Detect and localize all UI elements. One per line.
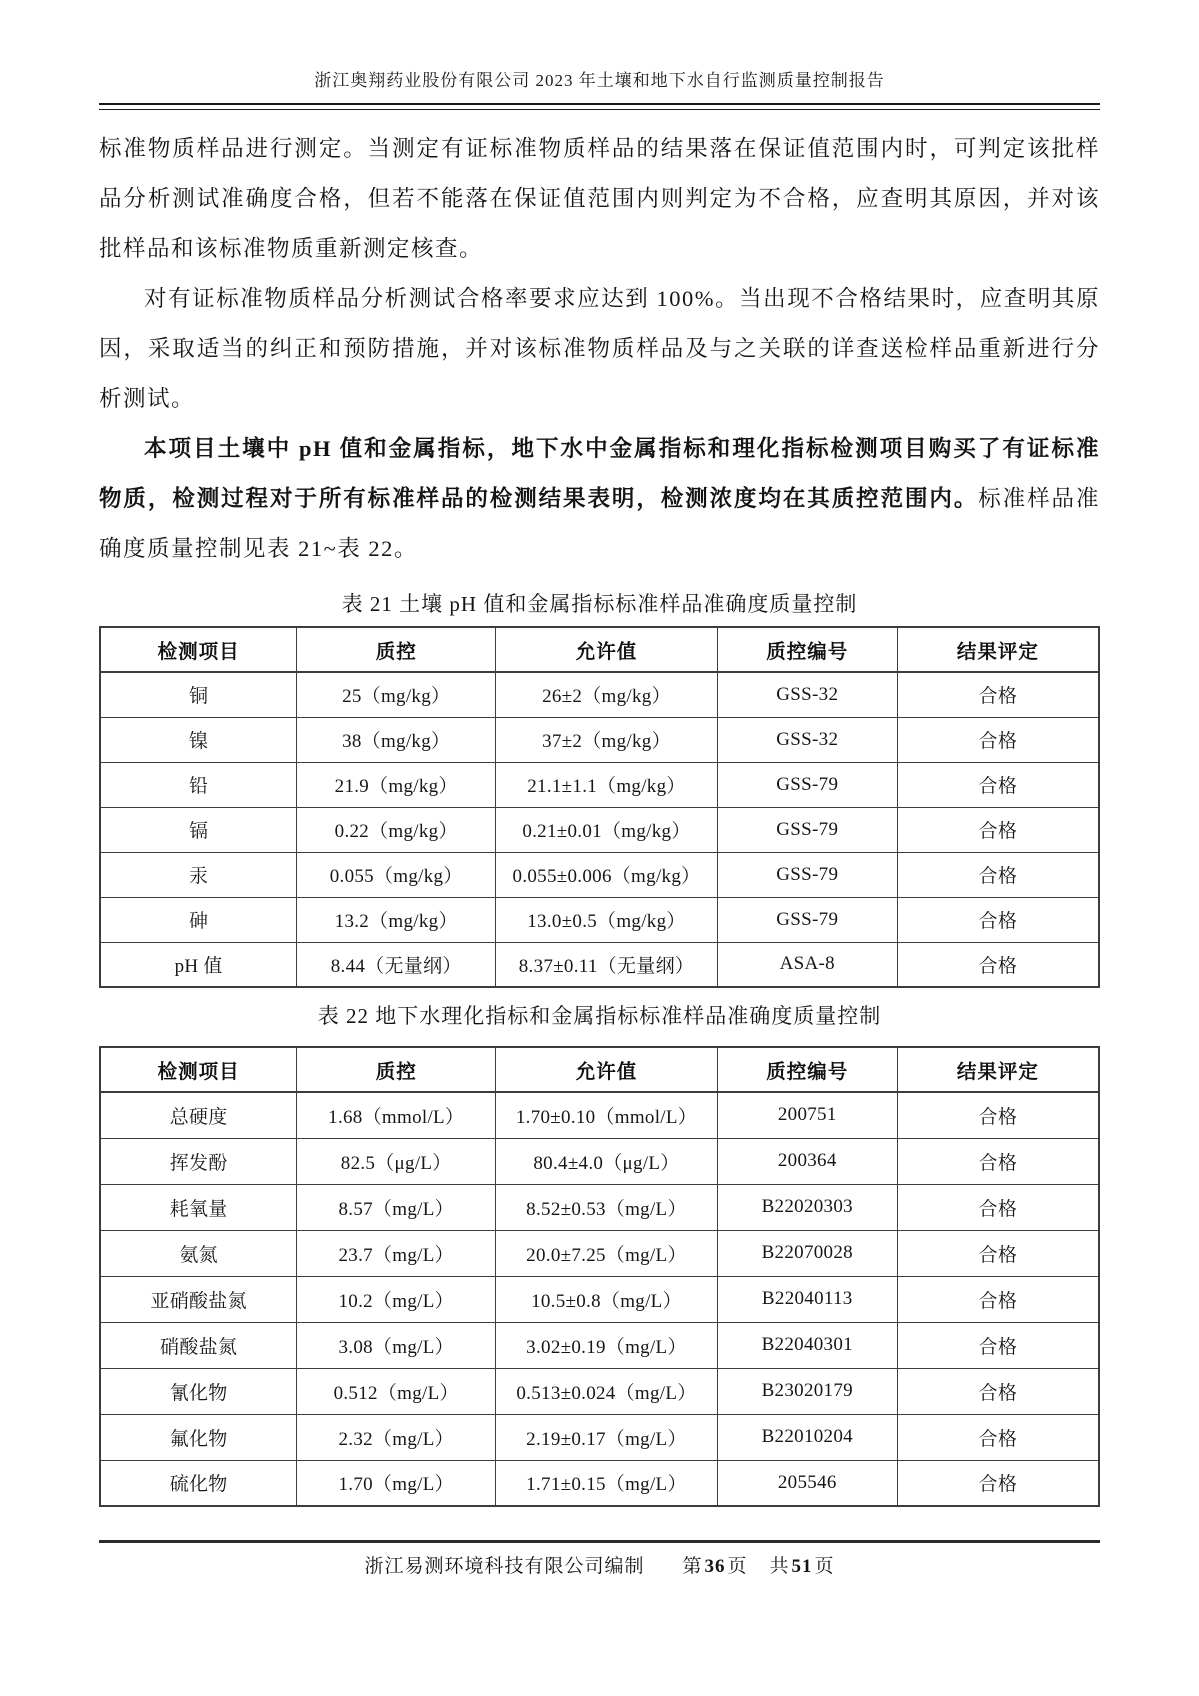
table-cell: 8.52±0.53（mg/L） — [496, 1184, 718, 1230]
table-cell: 0.513±0.024（mg/L） — [496, 1368, 718, 1414]
table-cell: GSS-79 — [717, 762, 897, 807]
table22-caption: 表 22 地下水理化指标和金属指标标准样品准确度质量控制 — [317, 1004, 882, 1028]
table-cell: 2.19±0.17（mg/L） — [496, 1414, 718, 1460]
table21-header-row — [100, 627, 1099, 672]
footer-page-prefix: 第 — [682, 1556, 703, 1577]
table-cell: 20.0±7.25（mg/L） — [496, 1230, 718, 1276]
table-header-cell: 质控编号 — [717, 627, 897, 672]
paragraph-bold-segment: 本项目土壤中 pH 值和金属指标，地下水中金属指标和理化指标检测项目购买了有证标准物质，检测过程对于所有标准样品的检测结果表明，检测浓度均在其质控范围内。 — [99, 436, 1100, 511]
table-cell: 80.4±4.0（μg/L） — [496, 1138, 718, 1184]
table-row — [100, 1230, 1099, 1276]
table-cell: GSS-32 — [717, 717, 897, 762]
table-cell: 合格 — [897, 762, 1099, 807]
table-cell: 21.1±1.1（mg/kg） — [496, 762, 718, 807]
table-cell: 汞 — [100, 852, 297, 897]
table-cell: 21.9（mg/kg） — [297, 762, 496, 807]
table-cell: 合格 — [897, 1368, 1099, 1414]
table-header-cell: 质控 — [297, 1047, 496, 1092]
table-header-cell: 检测项目 — [100, 1047, 297, 1092]
table-cell: 耗氧量 — [100, 1184, 297, 1230]
table-row — [100, 897, 1099, 942]
table-cell: 镉 — [100, 807, 297, 852]
table-cell: 铜 — [100, 672, 297, 717]
table-cell: 合格 — [897, 807, 1099, 852]
table-cell: 合格 — [897, 897, 1099, 942]
page-header — [99, 68, 1100, 110]
table-cell: 合格 — [897, 1092, 1099, 1138]
table-cell: 205546 — [717, 1460, 897, 1506]
table-cell: B22040301 — [717, 1322, 897, 1368]
table-cell: 10.2（mg/L） — [297, 1276, 496, 1322]
footer-total-prefix: 共 — [769, 1556, 790, 1577]
table-header-cell: 质控 — [297, 627, 496, 672]
table-header-cell: 检测项目 — [100, 627, 297, 672]
table-row — [100, 1276, 1099, 1322]
footer-page-number — [682, 1551, 747, 1578]
table-cell: 8.44（无量纲） — [297, 942, 496, 987]
table-cell: 37±2（mg/kg） — [496, 717, 718, 762]
table21-body — [100, 672, 1099, 987]
header-divider — [99, 103, 1100, 110]
table-cell: 合格 — [897, 672, 1099, 717]
page-header-title: 浙江奥翔药业股份有限公司 2023 年土壤和地下水自行监测质量控制报告 — [314, 71, 885, 90]
table-cell: 1.68（mmol/L） — [297, 1092, 496, 1138]
table-row — [100, 1414, 1099, 1460]
table-cell: 200751 — [717, 1092, 897, 1138]
paragraph-continuation: 标准物质样品进行测定。当测定有证标准物质样品的结果落在保证值范围内时，可判定该批样品分析测试准确度合格，但若不能落在保证值范围内则判定为不合格，应查明其原因，并对该批样品和该标准物质重新测定核查。 — [99, 136, 1100, 261]
table-cell: B22010204 — [717, 1414, 897, 1460]
page-footer — [99, 1540, 1100, 1578]
table-cell: B22040113 — [717, 1276, 897, 1322]
table-cell: 合格 — [897, 852, 1099, 897]
table-cell: 3.08（mg/L） — [297, 1322, 496, 1368]
table-cell: 氰化物 — [100, 1368, 297, 1414]
table-cell: B23020179 — [717, 1368, 897, 1414]
footer-text — [99, 1551, 1100, 1578]
table-row — [100, 762, 1099, 807]
table-row — [100, 807, 1099, 852]
table-row — [100, 1460, 1099, 1506]
table-cell: GSS-79 — [717, 852, 897, 897]
table-cell: 亚硝酸盐氮 — [100, 1276, 297, 1322]
table21-caption: 表 21 土壤 pH 值和金属指标标准样品准确度质量控制 — [341, 592, 858, 616]
table-cell: B22070028 — [717, 1230, 897, 1276]
table-cell: 合格 — [897, 1414, 1099, 1460]
table-cell: 硫化物 — [100, 1460, 297, 1506]
table-row — [100, 1138, 1099, 1184]
table-cell: 0.21±0.01（mg/kg） — [496, 807, 718, 852]
table-cell: 合格 — [897, 1276, 1099, 1322]
table-row — [100, 717, 1099, 762]
table-cell: 氨氮 — [100, 1230, 297, 1276]
table-header-cell: 允许值 — [496, 627, 718, 672]
table22-header-row — [100, 1047, 1099, 1092]
table-cell: 8.57（mg/L） — [297, 1184, 496, 1230]
table-row — [100, 672, 1099, 717]
table-row — [100, 1184, 1099, 1230]
table-cell: 0.22（mg/kg） — [297, 807, 496, 852]
table-cell: 硝酸盐氮 — [100, 1322, 297, 1368]
table-cell: 13.0±0.5（mg/kg） — [496, 897, 718, 942]
table-cell: 0.055（mg/kg） — [297, 852, 496, 897]
footer-company: 浙江易测环境科技有限公司编制 — [364, 1556, 645, 1577]
table-cell: 挥发酚 — [100, 1138, 297, 1184]
table-row — [100, 942, 1099, 987]
table-cell: 合格 — [897, 942, 1099, 987]
table-cell: 2.32（mg/L） — [297, 1414, 496, 1460]
footer-page-suffix: 页 — [727, 1556, 748, 1577]
table-header-cell: 允许值 — [496, 1047, 718, 1092]
table-cell: 0.055±0.006（mg/kg） — [496, 852, 718, 897]
table-cell: 25（mg/kg） — [297, 672, 496, 717]
table-cell: 3.02±0.19（mg/L） — [496, 1322, 718, 1368]
table-cell: GSS-32 — [717, 672, 897, 717]
table-cell: B22020303 — [717, 1184, 897, 1230]
table-cell: 26±2（mg/kg） — [496, 672, 718, 717]
table-cell: 铅 — [100, 762, 297, 807]
table-cell: 合格 — [897, 1138, 1099, 1184]
table-cell: 1.70±0.10（mmol/L） — [496, 1092, 718, 1138]
table-cell: 合格 — [897, 1460, 1099, 1506]
table-cell: 8.37±0.11（无量纲） — [496, 942, 718, 987]
table-row — [100, 1368, 1099, 1414]
table22-body — [100, 1092, 1099, 1506]
table-cell: 合格 — [897, 1230, 1099, 1276]
table-cell: 82.5（μg/L） — [297, 1138, 496, 1184]
table21-soil-qc — [99, 626, 1100, 988]
document-body — [99, 124, 1100, 1507]
footer-total-suffix: 页 — [814, 1556, 835, 1577]
table-cell: 200364 — [717, 1138, 897, 1184]
table-header-cell: 质控编号 — [717, 1047, 897, 1092]
table-cell: 砷 — [100, 897, 297, 942]
table-cell: 镍 — [100, 717, 297, 762]
paragraph-pass-rate: 对有证标准物质样品分析测试合格率要求应达到 100%。当出现不合格结果时，应查明其原因，采取适当的纠正和预防措施，并对该标准物质样品及与之关联的详查送检样品重新进行分析测试。 — [99, 286, 1100, 411]
table-cell: 23.7（mg/L） — [297, 1230, 496, 1276]
table-cell: 合格 — [897, 1322, 1099, 1368]
table-cell: 总硬度 — [100, 1092, 297, 1138]
table-cell: 合格 — [897, 717, 1099, 762]
table-cell: 氟化物 — [100, 1414, 297, 1460]
table-cell: 1.71±0.15（mg/L） — [496, 1460, 718, 1506]
table-cell: 13.2（mg/kg） — [297, 897, 496, 942]
table-cell: 合格 — [897, 1184, 1099, 1230]
table-cell: 1.70（mg/L） — [297, 1460, 496, 1506]
table-cell: ASA-8 — [717, 942, 897, 987]
footer-page-value: 36 — [704, 1556, 726, 1577]
footer-total-value: 51 — [791, 1556, 813, 1577]
table-row — [100, 1322, 1099, 1368]
paragraph-regular-segment: 标准样品准确度质量控制见表 21~表 22。 — [99, 486, 1100, 561]
table-cell: GSS-79 — [717, 897, 897, 942]
footer-total-pages — [770, 1551, 835, 1578]
table22-groundwater-qc — [99, 1046, 1100, 1507]
paragraph-project-summary — [99, 424, 1100, 574]
table-cell: 0.512（mg/L） — [297, 1368, 496, 1414]
table-cell: pH 值 — [100, 942, 297, 987]
footer-divider — [99, 1540, 1100, 1543]
table-row — [100, 1092, 1099, 1138]
table-cell: 38（mg/kg） — [297, 717, 496, 762]
table-header-cell: 结果评定 — [897, 1047, 1099, 1092]
table-cell: 10.5±0.8（mg/L） — [496, 1276, 718, 1322]
table-cell: GSS-79 — [717, 807, 897, 852]
table-header-cell: 结果评定 — [897, 627, 1099, 672]
table-row — [100, 852, 1099, 897]
